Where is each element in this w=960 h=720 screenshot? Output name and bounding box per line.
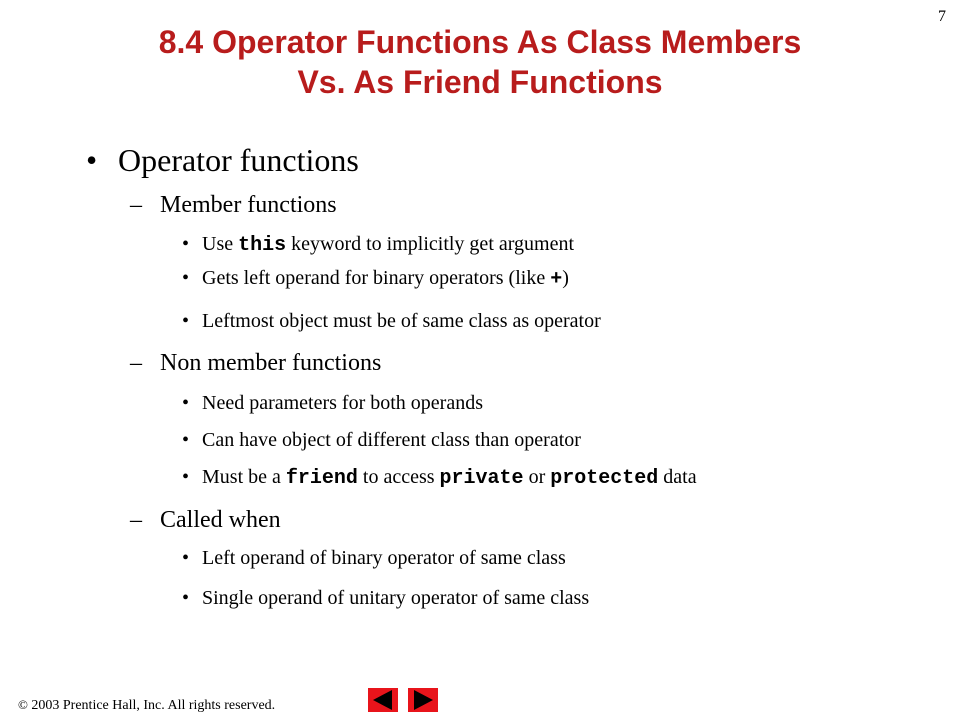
item-must-be-friend: [182, 466, 697, 490]
sub-bullet-text: Member functions: [160, 192, 337, 218]
item-leftmost-object: [182, 310, 601, 333]
item-text: Can have object of different class than operator: [202, 429, 581, 451]
page-number: 7: [938, 8, 946, 25]
bullet-dot-icon: •: [182, 233, 190, 255]
bullet-dot-icon: •: [182, 392, 190, 414]
item-single-operand-unitary: [182, 587, 590, 610]
dash-icon: –: [130, 507, 142, 533]
item-text: Left operand of binary operator of same class: [202, 547, 566, 569]
slide-title-line2: Vs. As Friend Functions: [297, 64, 663, 100]
previous-slide-button[interactable]: [368, 688, 398, 712]
sub-bullet-text: Non member functions: [160, 350, 382, 376]
item-text: Gets left operand for binary operators (like +): [202, 267, 569, 291]
item-text: Use this keyword to implicitly get argument: [202, 233, 575, 257]
bullet-operator-functions: [86, 142, 359, 179]
bullet-dot-icon: •: [182, 547, 190, 569]
item-left-operand-binary: [182, 547, 566, 570]
bullet-dot-icon: •: [182, 310, 190, 332]
copyright-symbol: ©: [18, 697, 28, 712]
right-arrow-icon: [408, 688, 438, 712]
left-arrow-icon: [368, 688, 398, 712]
bullet-dot-icon: •: [182, 429, 190, 451]
bullet-dot-icon: •: [86, 142, 98, 178]
slide-title: [0, 22, 960, 102]
item-text: Must be a friend to access private or protected data: [202, 466, 697, 490]
sub-bullet-member-functions: [130, 192, 337, 219]
item-different-class: [182, 429, 581, 452]
item-text: Leftmost object must be of same class as operator: [202, 310, 601, 332]
sub-bullet-text: Called when: [160, 507, 281, 533]
dash-icon: –: [130, 350, 142, 376]
item-need-parameters: [182, 392, 483, 415]
bullet-dot-icon: •: [182, 587, 190, 609]
bullet-dot-icon: •: [182, 466, 190, 488]
copyright-text: 2003 Prentice Hall, Inc. All rights reserved.: [27, 698, 276, 713]
item-text: Single operand of unitary operator of same class: [202, 587, 590, 609]
sub-bullet-called-when: [130, 507, 281, 534]
bullet-text: Operator functions: [118, 142, 359, 178]
copyright-footer: [18, 697, 275, 714]
slide-title-line1: 8.4 Operator Functions As Class Members: [158, 24, 802, 60]
sub-bullet-non-member-functions: [130, 350, 382, 377]
item-text: Need parameters for both operands: [202, 392, 483, 414]
bullet-dot-icon: •: [182, 267, 190, 289]
dash-icon: –: [130, 192, 142, 218]
next-slide-button[interactable]: [408, 688, 438, 712]
item-gets-left-operand: [182, 267, 569, 291]
item-use-this: [182, 233, 575, 257]
